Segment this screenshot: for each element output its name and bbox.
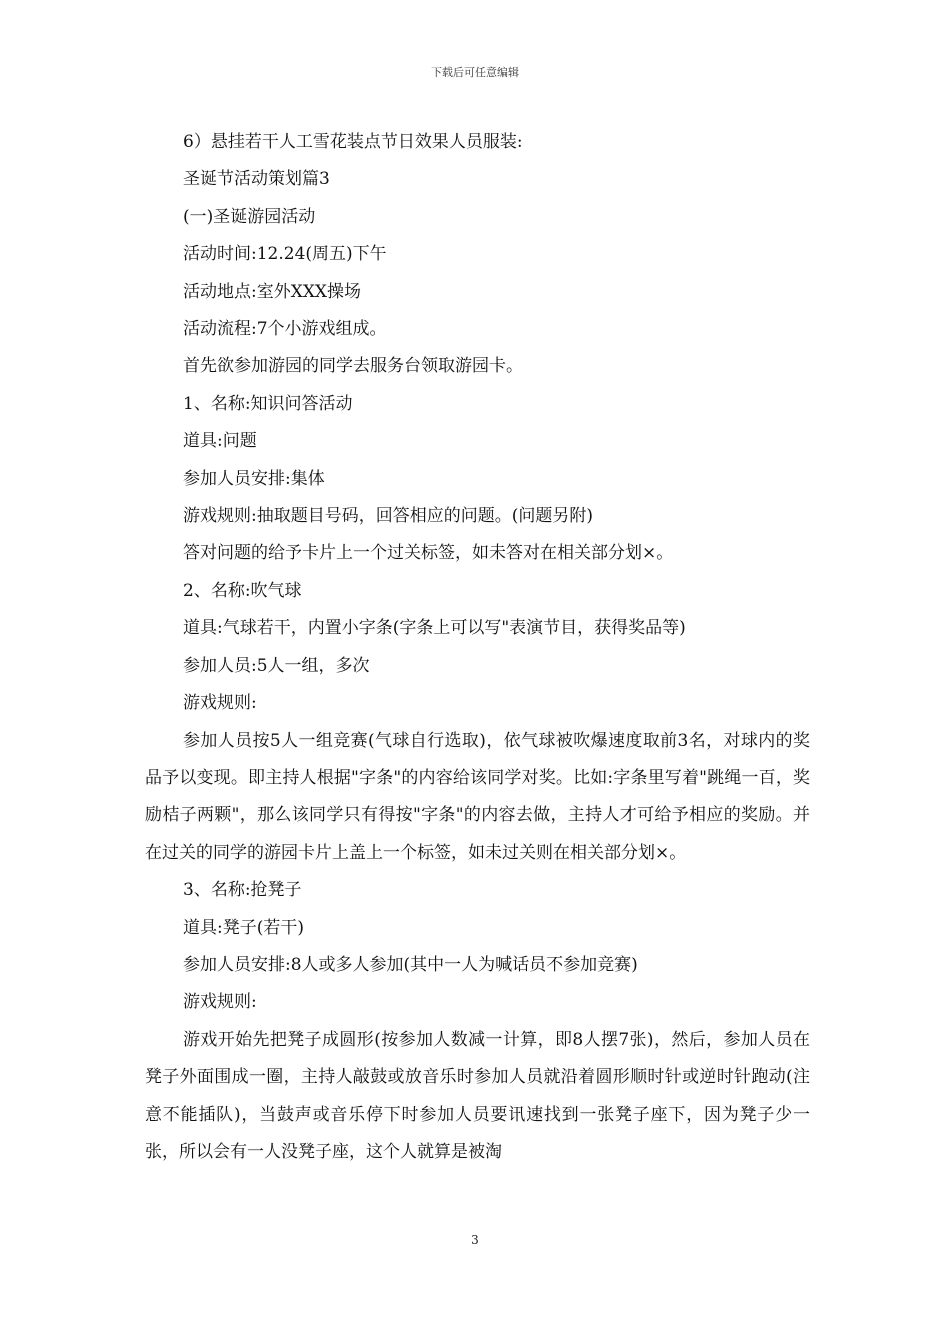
paragraph: 参加人员按5人一组竞赛(气球自行选取)，依气球被吹爆速度取前3名，对球内的奖品予以变现。即主持人根据"字条"的内容给该同学对奖。比如:字条里写着"跳绳一百，奖励桔子两颗"，那么该同学只有得按"字条"的内容去做，主持人才可给予相应的奖励。并在过关的同学的游园卡片上盖上一个标签，如未过关则在相关部分划×。 — [145, 730, 810, 863]
section-title: 圣诞节活动策划篇3 — [183, 169, 330, 190]
text-line: 答对问题的给予卡片上一个过关标签，如未答对在相关部分划×。 — [183, 543, 674, 564]
text-line: 活动流程:7个小游戏组成。 — [183, 319, 387, 340]
game-title: 2、名称:吹气球 — [183, 580, 302, 601]
text-line: 游戏规则: — [183, 992, 257, 1013]
page-header: 下载后可任意编辑 — [431, 66, 519, 79]
text-line: 游戏规则:抽取题目号码，回答相应的问题。(问题另附) — [183, 506, 593, 527]
text-line: 道具:凳子(若干) — [183, 917, 304, 938]
text-line: 道具:问题 — [183, 431, 257, 452]
text-line: 6）悬挂若干人工雪花装点节日效果人员服装: — [183, 132, 523, 152]
text-line: 活动地点:室外XXX操场 — [183, 281, 362, 302]
text-line: 参加人员安排:集体 — [183, 468, 325, 489]
text-line: 游戏规则: — [183, 693, 257, 714]
text-line: 首先欲参加游园的同学去服务台领取游园卡。 — [183, 356, 523, 377]
text-line: 道具:气球若干，内置小字条(字条上可以写"表演节目，获得奖品等) — [183, 618, 686, 639]
subsection-title: (一)圣诞游园活动 — [183, 206, 316, 227]
text-line: 活动时间:12.24(周五)下午 — [183, 244, 387, 265]
text-line: 参加人员安排:8人或多人参加(其中一人为喊话员不参加竞赛) — [183, 954, 638, 975]
game-title: 1、名称:知识问答活动 — [183, 393, 353, 414]
game-title: 3、名称:抢凳子 — [183, 880, 302, 901]
page-number: 3 — [471, 1233, 479, 1247]
text-line: 参加人员:5人一组，多次 — [183, 655, 370, 676]
paragraph: 游戏开始先把凳子成圆形(按参加人数减一计算，即8人摆7张)，然后，参加人员在凳子外面围成一圈，主持人敲鼓或放音乐时参加人员就沿着圆形顺时针或逆时针跑动(注意不能插队)，当鼓声或音乐停下时参加人员要讯速找到一张凳子座下，因为凳子少一张，所以会有一人没凳子座，这个人就算是被淘 — [145, 1029, 810, 1162]
document-body — [145, 124, 810, 1171]
